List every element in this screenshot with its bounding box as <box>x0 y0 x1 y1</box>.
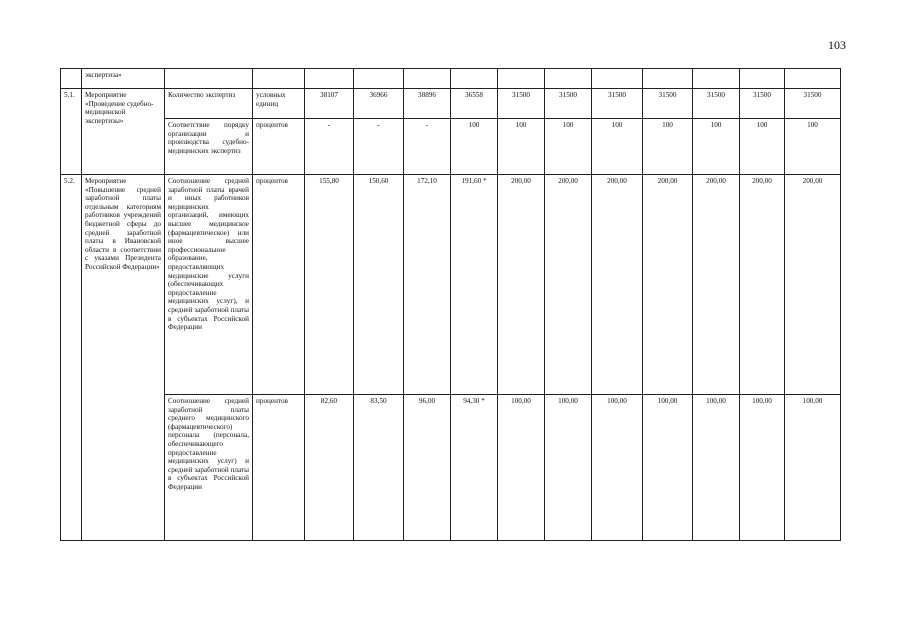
value-cell: 31500 <box>693 89 740 119</box>
unit-cell <box>253 69 305 89</box>
value-cell: 83,50 <box>354 395 404 541</box>
value-cell: - <box>305 119 354 175</box>
value-cell: 100 <box>545 119 592 175</box>
row-number-cell <box>61 69 82 89</box>
value-cell: 200,00 <box>545 175 592 395</box>
value-cell: 155,80 <box>305 175 354 395</box>
page-number: 103 <box>828 38 846 52</box>
value-cell: 36558 <box>451 89 498 119</box>
value-cell: - <box>404 119 451 175</box>
indicator-cell <box>165 69 253 89</box>
value-cell: 96,00 <box>404 395 451 541</box>
value-cell: 100,00 <box>693 395 740 541</box>
value-cell: 100 <box>740 119 785 175</box>
value-cell <box>545 69 592 89</box>
value-cell: 100,00 <box>643 395 693 541</box>
indicator-cell: Соотношение средней заработной платы врачей и иных работников медицинских организаций, имеющих высшее медицинское (фармацевтическое) или иное высшее профессиональное образование, предоставляющих медицинские услуги (обеспечивающих предоставление медицинских услуг), и средней заработной платы в субъектах Российской Федерации <box>165 175 253 395</box>
value-cell <box>305 69 354 89</box>
value-cell: 100,00 <box>592 395 643 541</box>
indicators-table <box>60 68 841 541</box>
value-cell <box>451 69 498 89</box>
value-cell <box>643 69 693 89</box>
value-cell: 100 <box>592 119 643 175</box>
activity-cell: Мероприятие «Повышение средней заработной платы отдельным категориям работников учреждений бюджетной сферы до средней заработной платы в Ивановской области в соответствии с указами Президента Российской Федерации» <box>82 175 165 541</box>
value-cell: 200,00 <box>592 175 643 395</box>
value-cell: 100 <box>498 119 545 175</box>
table-row <box>61 69 841 89</box>
value-cell: 200,00 <box>785 175 841 395</box>
table-row <box>61 175 841 395</box>
value-cell: 31500 <box>545 89 592 119</box>
value-cell: 100,00 <box>545 395 592 541</box>
value-cell: 94,30 * <box>451 395 498 541</box>
value-cell: 100,00 <box>740 395 785 541</box>
table-row <box>61 119 841 175</box>
value-cell: - <box>354 119 404 175</box>
value-cell: 100,00 <box>498 395 545 541</box>
value-cell: 150,60 <box>354 175 404 395</box>
activity-cell: экспертиза» <box>82 69 165 89</box>
value-cell: 100 <box>693 119 740 175</box>
value-cell: 31500 <box>592 89 643 119</box>
value-cell: 100 <box>451 119 498 175</box>
value-cell: 38107 <box>305 89 354 119</box>
value-cell: 82,60 <box>305 395 354 541</box>
indicator-cell: Соответствие порядку организации и производства судебно-медицинских экспертиз <box>165 119 253 175</box>
value-cell <box>498 69 545 89</box>
value-cell <box>404 69 451 89</box>
value-cell: 100 <box>643 119 693 175</box>
value-cell: 31500 <box>740 89 785 119</box>
row-number-cell: 5.1. <box>61 89 82 175</box>
value-cell: 31500 <box>643 89 693 119</box>
value-cell: 191,60 * <box>451 175 498 395</box>
value-cell: 31500 <box>785 89 841 119</box>
value-cell: 36966 <box>354 89 404 119</box>
value-cell <box>592 69 643 89</box>
value-cell: 172,10 <box>404 175 451 395</box>
unit-cell: условных единиц <box>253 89 305 119</box>
value-cell <box>354 69 404 89</box>
value-cell: 100,00 <box>785 395 841 541</box>
unit-cell: процентов <box>253 119 305 175</box>
value-cell: 200,00 <box>740 175 785 395</box>
value-cell <box>693 69 740 89</box>
value-cell: 100 <box>785 119 841 175</box>
value-cell: 200,00 <box>693 175 740 395</box>
activity-cell: Мероприятие «Проведение судебно-медицинской экспертизы» <box>82 89 165 175</box>
value-cell: 38896 <box>404 89 451 119</box>
indicator-cell: Соотношение средней заработной платы среднего медицинского (фармацевтического) персонала (персонала, обеспечивающего предоставление медицинских услуг) и средней заработной платы в субъектах Российской Федерации <box>165 395 253 541</box>
value-cell: 200,00 <box>643 175 693 395</box>
row-number-cell: 5.2. <box>61 175 82 541</box>
value-cell: 200,00 <box>498 175 545 395</box>
table-row <box>61 89 841 119</box>
unit-cell: процентов <box>253 395 305 541</box>
value-cell <box>785 69 841 89</box>
table-row <box>61 395 841 541</box>
value-cell: 31500 <box>498 89 545 119</box>
indicator-cell: Количество экспертиз <box>165 89 253 119</box>
unit-cell: процентов <box>253 175 305 395</box>
value-cell <box>740 69 785 89</box>
